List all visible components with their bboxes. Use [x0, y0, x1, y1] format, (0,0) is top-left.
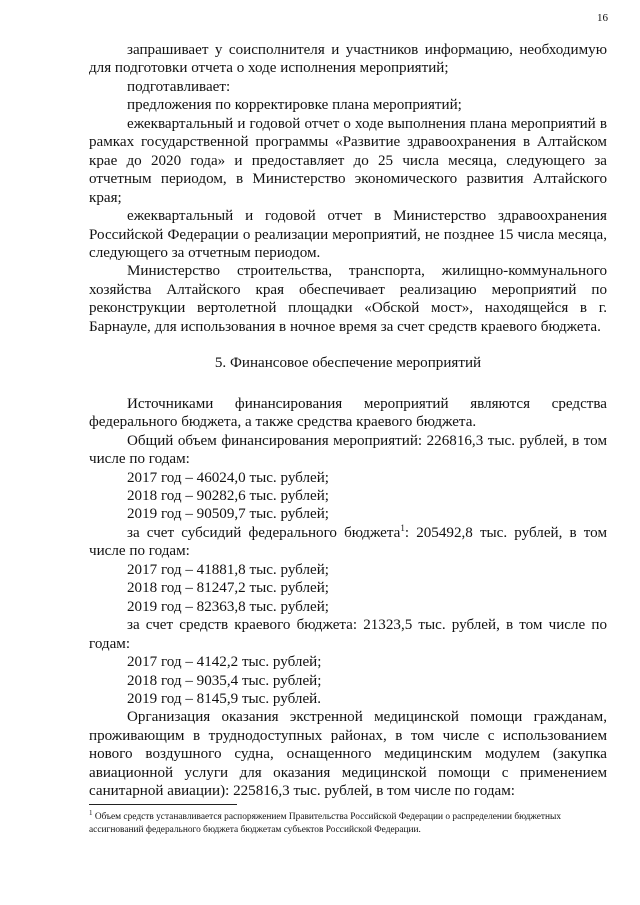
- footnote-marker: 1: [89, 808, 93, 817]
- year-line: 2017 год – 46024,0 тыс. рублей;: [127, 469, 329, 486]
- footnote-text: Объем средств устанавливается распоряжением Правительства Российской Федерации о распределении бюджетных ассигнований федерального бюджета бюджетам субъектов Российской Федерации.: [89, 812, 562, 835]
- paragraph-total: Общий объем финансирования мероприятий: 226816,3 тыс. рублей, в том числе по годам:: [89, 432, 607, 468]
- paragraph: Министерство строительства, транспорта, жилищно-коммунального хозяйства Алтайского края обеспечивает реализацию мероприятий по реконструкции вертолетной площадки «Обской мост», находящейся в г. Барнауле, для использования в ночное время за счет средств краевого бюджета.: [89, 263, 607, 335]
- federal-text-end: : 205492,8 тыс. рублей, в том числе по годам:: [89, 524, 607, 560]
- year-line: 2019 год – 90509,7 тыс. рублей;: [127, 506, 329, 523]
- page-number: 16: [597, 12, 608, 24]
- year-line: 2017 год – 4142,2 тыс. рублей;: [127, 654, 322, 671]
- paragraph: запрашивает у соисполнителя и участников информацию, необходимую для подготовки отчета о ходе исполнения мероприятий;: [89, 42, 607, 77]
- footnote-reference: 1: [400, 522, 405, 533]
- year-line: 2018 год – 90282,6 тыс. рублей;: [127, 487, 329, 504]
- paragraph-sources: Источниками финансирования мероприятий являются средства федерального бюджета, а также средства краевого бюджета.: [89, 395, 607, 431]
- paragraph: подготавливает:: [127, 78, 231, 95]
- section-title: 5. Финансовое обеспечение мероприятий: [214, 355, 482, 372]
- paragraph: ежеквартальный и годовой отчет в Министерство здравоохранения Российской Федерации о реализации мероприятий, не позднее 15 числа месяца, следующего за отчетным периодом.: [89, 208, 607, 261]
- paragraph: предложения по корректировке плана мероприятий;: [127, 97, 462, 114]
- year-line: 2019 год – 8145,9 тыс. рублей.: [127, 690, 322, 707]
- footnote: [89, 808, 604, 837]
- year-line: 2019 год – 82363,8 тыс. рублей;: [127, 598, 329, 615]
- paragraph-regional: за счет средств краевого бюджета: 21323,5 тыс. рублей, в том числе по годам:: [89, 617, 607, 652]
- paragraph: ежеквартальный и годовой отчет о ходе выполнения плана мероприятий в рамках государственной программы «Развитие здравоохранения в Алтайском крае до 2020 года» и предоставляет до 25 числа месяца, следующего за отчетным периодом, в Министерство экономического развития Алтайского края;: [89, 115, 607, 206]
- year-line: 2017 год – 41881,8 тыс. рублей;: [127, 561, 329, 578]
- paragraph-aviation: Организация оказания экстренной медицинской помощи гражданам, проживающим в труднодоступных районах, в том числе с использованием нового воздушного судна, оснащенного медицинским модулем (закупка авиационной услуги для оказания медицинской помощи с применением санитарной авиации): 225816,3 тыс. рублей, в том числе по годам:: [89, 709, 607, 800]
- year-line: 2018 год – 9035,4 тыс. рублей;: [127, 672, 322, 689]
- federal-text-start: за счет субсидий федерального бюджета: [127, 524, 401, 541]
- year-line: 2018 год – 81247,2 тыс. рублей;: [127, 580, 329, 597]
- body-text: [89, 41, 607, 801]
- footnote-separator: [89, 804, 237, 805]
- paragraph-federal: [89, 524, 607, 561]
